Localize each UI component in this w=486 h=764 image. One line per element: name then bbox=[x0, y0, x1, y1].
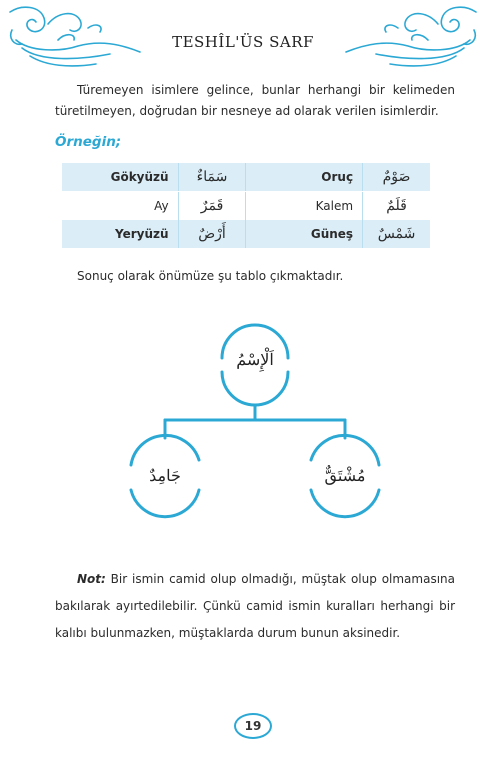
root-arc-bottom bbox=[222, 372, 288, 405]
turkish-word: Oruç bbox=[246, 163, 363, 192]
right-arc-top bbox=[311, 435, 379, 465]
table-row bbox=[62, 220, 430, 248]
note-text: Bir ismin camid olup olmadığı, müştak olup olmamasına bakılarak ayırtedilebilir. Çünkü camid ismin kuralları herhangi bir kalıbı bulunmazken, müştaklarda durum bunun aksinedir. bbox=[55, 572, 455, 640]
turkish-word: Güneş bbox=[246, 220, 363, 248]
table-row bbox=[62, 192, 430, 221]
left-arc-top bbox=[131, 435, 199, 465]
intro-paragraph: Türemeyen isimlere gelince, bunlar herhangi bir kelimeden türetilmeyen, doğrudan bir nesneye ad olarak verilen isimlerdir. bbox=[55, 83, 455, 118]
arabic-word: أَرْضٌ bbox=[178, 220, 246, 248]
right-node-label: مُشْتَقٌّ bbox=[324, 466, 366, 485]
right-arc-bottom bbox=[311, 490, 379, 517]
left-node-label: جَامِدٌ bbox=[149, 466, 181, 485]
note-paragraph bbox=[55, 566, 455, 647]
turkish-word: Yeryüzü bbox=[62, 220, 178, 248]
summary-paragraph: Sonuç olarak önümüze şu tablo çıkmaktadır. bbox=[77, 269, 344, 283]
left-arc-bottom bbox=[131, 490, 199, 517]
word-table bbox=[62, 163, 430, 248]
note-label: Not: bbox=[77, 572, 106, 586]
turkish-word: Kalem bbox=[315, 199, 354, 213]
table-row bbox=[62, 163, 430, 192]
root-node-label: اَلْإِسْمُ bbox=[236, 350, 274, 369]
arabic-word: قَمَرٌ bbox=[178, 192, 246, 221]
example-heading: Örneğin; bbox=[55, 134, 122, 150]
book-title: TESHÎL'ÜS SARF bbox=[172, 33, 314, 51]
turkish-word: Ay bbox=[154, 199, 169, 213]
turkish-word: Gökyüzü bbox=[62, 163, 178, 192]
noun-diagram bbox=[0, 320, 486, 534]
arabic-word: شَمْسٌ bbox=[363, 220, 430, 248]
arabic-word: سَمَاءٌ bbox=[178, 163, 246, 192]
page-header bbox=[0, 0, 486, 80]
arabic-word: قَلَمٌ bbox=[363, 192, 430, 221]
arabic-word: صَوْمٌ bbox=[363, 163, 430, 192]
page-number: 19 bbox=[234, 713, 272, 739]
